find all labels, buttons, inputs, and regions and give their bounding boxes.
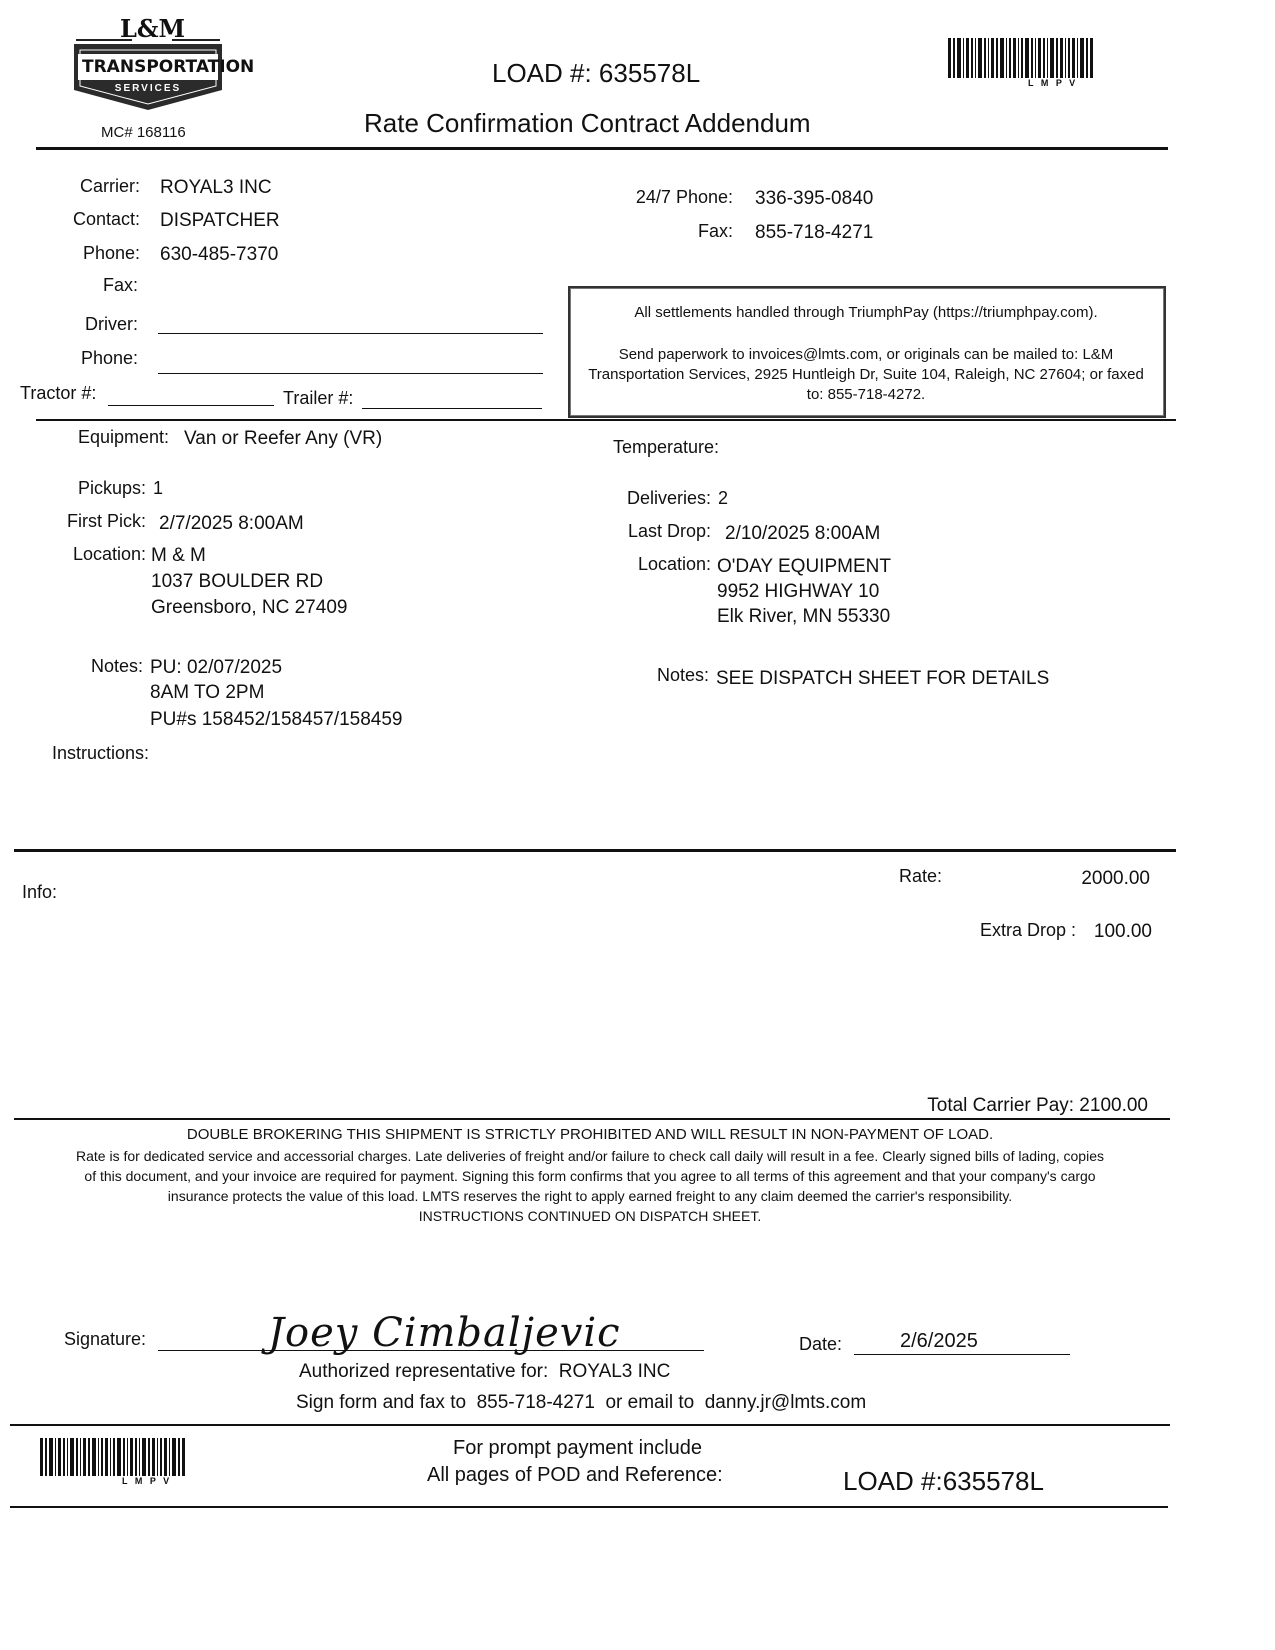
delivery-location-3: Elk River, MN 55330	[717, 606, 891, 627]
terms-line-3: insurance protects the value of this load. LMTS reserves the right to apply earned freight to any claim deemed the carrier's responsibility.	[167, 1188, 1013, 1204]
terms-headline: DOUBLE BROKERING THIS SHIPMENT IS STRICTLY PROHIBITED AND WILL RESULT IN NON-PAYMENT OF LOAD.	[186, 1126, 994, 1143]
date-label: Date:	[799, 1334, 843, 1354]
mc-number: MC# 168116	[101, 124, 186, 141]
tractor-label: Tractor #:	[20, 383, 97, 403]
delivery-location-label: Location:	[637, 554, 711, 574]
terms-line-4: INSTRUCTIONS CONTINUED ON DISPATCH SHEET.	[418, 1208, 762, 1224]
contact-value: DISPATCHER	[160, 210, 280, 231]
delivery-location-2: 9952 HIGHWAY 10	[717, 581, 880, 602]
pickups-value: 1	[153, 478, 164, 498]
pickup-notes-label: Notes:	[90, 656, 143, 676]
terms-line-1: Rate is for dedicated service and accessorial charges. Late deliveries of freight and/or failure to check call daily will result in a fee. Clearly signed bills of lading, copies	[76, 1148, 1104, 1164]
handwritten-signature: Joey Cimbaljevic	[268, 1310, 621, 1356]
trailer-label: Trailer #:	[283, 388, 354, 408]
pickup-location-label: Location:	[72, 544, 146, 564]
pickup-note-3: PU#s 158452/158457/158459	[150, 709, 403, 730]
footer-divider-bottom	[10, 1506, 1168, 1508]
settlement-line-4: to: 855-718-4272.	[806, 386, 926, 403]
pickup-location-3: Greensboro, NC 27409	[151, 597, 348, 618]
equipment-value: Van or Reefer Any (VR)	[184, 428, 383, 449]
broker-phone-label: 24/7 Phone:	[635, 187, 733, 207]
logo-subtitle: SERVICES	[114, 83, 182, 94]
deliveries-value: 2	[718, 488, 729, 508]
pickup-note-2: 8AM TO 2PM	[150, 682, 265, 703]
logo-name: TRANSPORTATION	[82, 57, 255, 77]
tractor-field[interactable]	[108, 405, 274, 406]
temperature-label: Temperature:	[613, 437, 720, 457]
broker-phone-value: 336-395-0840	[755, 188, 874, 209]
equipment-divider	[36, 419, 1176, 421]
footer-divider-top	[10, 1424, 1170, 1426]
pickup-location-2: 1037 BOULDER RD	[151, 571, 324, 592]
header-divider	[36, 147, 1168, 150]
rate-value: 2000.00	[1081, 868, 1150, 889]
prompt-payment-line-1: For prompt payment include	[453, 1437, 703, 1459]
carrier-label: Carrier:	[79, 176, 140, 196]
terms-line-2: of this document, and your invoice are required for payment. Signing this form confirms that you agree to all terms of this agreement and that your company's cargo	[84, 1168, 1096, 1184]
broker-fax-value: 855-718-4271	[755, 222, 874, 243]
settlement-line-3: Transportation Services, 2925 Huntleigh Dr, Suite 104, Raleigh, NC 27604; or faxed	[588, 366, 1144, 383]
extra-drop-value: 100.00	[1093, 921, 1152, 942]
info-label: Info:	[22, 882, 58, 902]
equipment-label: Equipment:	[78, 427, 170, 447]
delivery-notes-label: Notes:	[656, 665, 709, 685]
last-drop-label: Last Drop:	[627, 521, 711, 541]
authorized-representative: Authorized representative for: ROYAL3 INC	[299, 1361, 671, 1382]
date-field[interactable]	[854, 1354, 1070, 1355]
driver-label: Driver:	[85, 314, 138, 334]
prompt-payment-line-2: All pages of POD and Reference:	[427, 1464, 723, 1486]
footer-load-number: LOAD #:635578L	[843, 1466, 1044, 1496]
terms-divider	[14, 1118, 1170, 1120]
load-number: LOAD #: 635578L	[492, 58, 701, 88]
logo-monogram: L&M	[120, 14, 186, 43]
pay-divider	[14, 849, 1176, 852]
phone-value: 630-485-7370	[160, 244, 279, 265]
footer-barcode	[40, 1438, 238, 1476]
fax-label: Fax:	[102, 275, 138, 295]
phone-label: Phone:	[82, 243, 140, 263]
driver-phone-field[interactable]	[158, 373, 543, 374]
settlement-line-2: Send paperwork to invoices@lmts.com, or originals can be mailed to: L&M	[618, 346, 1114, 363]
first-pick-value: 2/7/2025 8:00AM	[159, 513, 304, 534]
driver-phone-label: Phone:	[80, 348, 138, 368]
rate-label: Rate:	[899, 866, 943, 886]
header-barcode	[948, 38, 1146, 78]
company-logo	[72, 10, 255, 115]
broker-fax-label: Fax:	[697, 221, 733, 241]
deliveries-label: Deliveries:	[626, 488, 711, 508]
driver-field[interactable]	[158, 333, 543, 334]
instructions-label: Instructions:	[52, 743, 150, 763]
signature-label: Signature:	[64, 1329, 147, 1349]
trailer-field[interactable]	[362, 408, 542, 409]
pickup-location-1: M & M	[151, 545, 206, 566]
sign-instructions: Sign form and fax to 855-718-4271 or email to danny.jr@lmts.com	[296, 1392, 867, 1413]
carrier-value: ROYAL3 INC	[160, 177, 272, 198]
document-title: Rate Confirmation Contract Addendum	[364, 108, 811, 138]
extra-drop-label: Extra Drop :	[980, 920, 1077, 940]
pickups-label: Pickups:	[77, 478, 146, 498]
total-carrier-pay: Total Carrier Pay: 2100.00	[927, 1095, 1148, 1116]
delivery-notes-value: SEE DISPATCH SHEET FOR DETAILS	[716, 668, 1050, 689]
last-drop-value: 2/10/2025 8:00AM	[725, 523, 881, 544]
date-value: 2/6/2025	[900, 1330, 978, 1352]
pickup-note-1: PU: 02/07/2025	[150, 657, 283, 678]
delivery-location-1: O'DAY EQUIPMENT	[717, 556, 891, 577]
settlement-line-1: All settlements handled through TriumphPay (https://triumphpay.com).	[634, 304, 1098, 321]
contact-label: Contact:	[72, 209, 140, 229]
footer-barcode-caption: L M P V	[122, 1476, 170, 1486]
first-pick-label: First Pick:	[67, 511, 146, 531]
header-barcode-caption: L M P V	[1028, 78, 1076, 88]
